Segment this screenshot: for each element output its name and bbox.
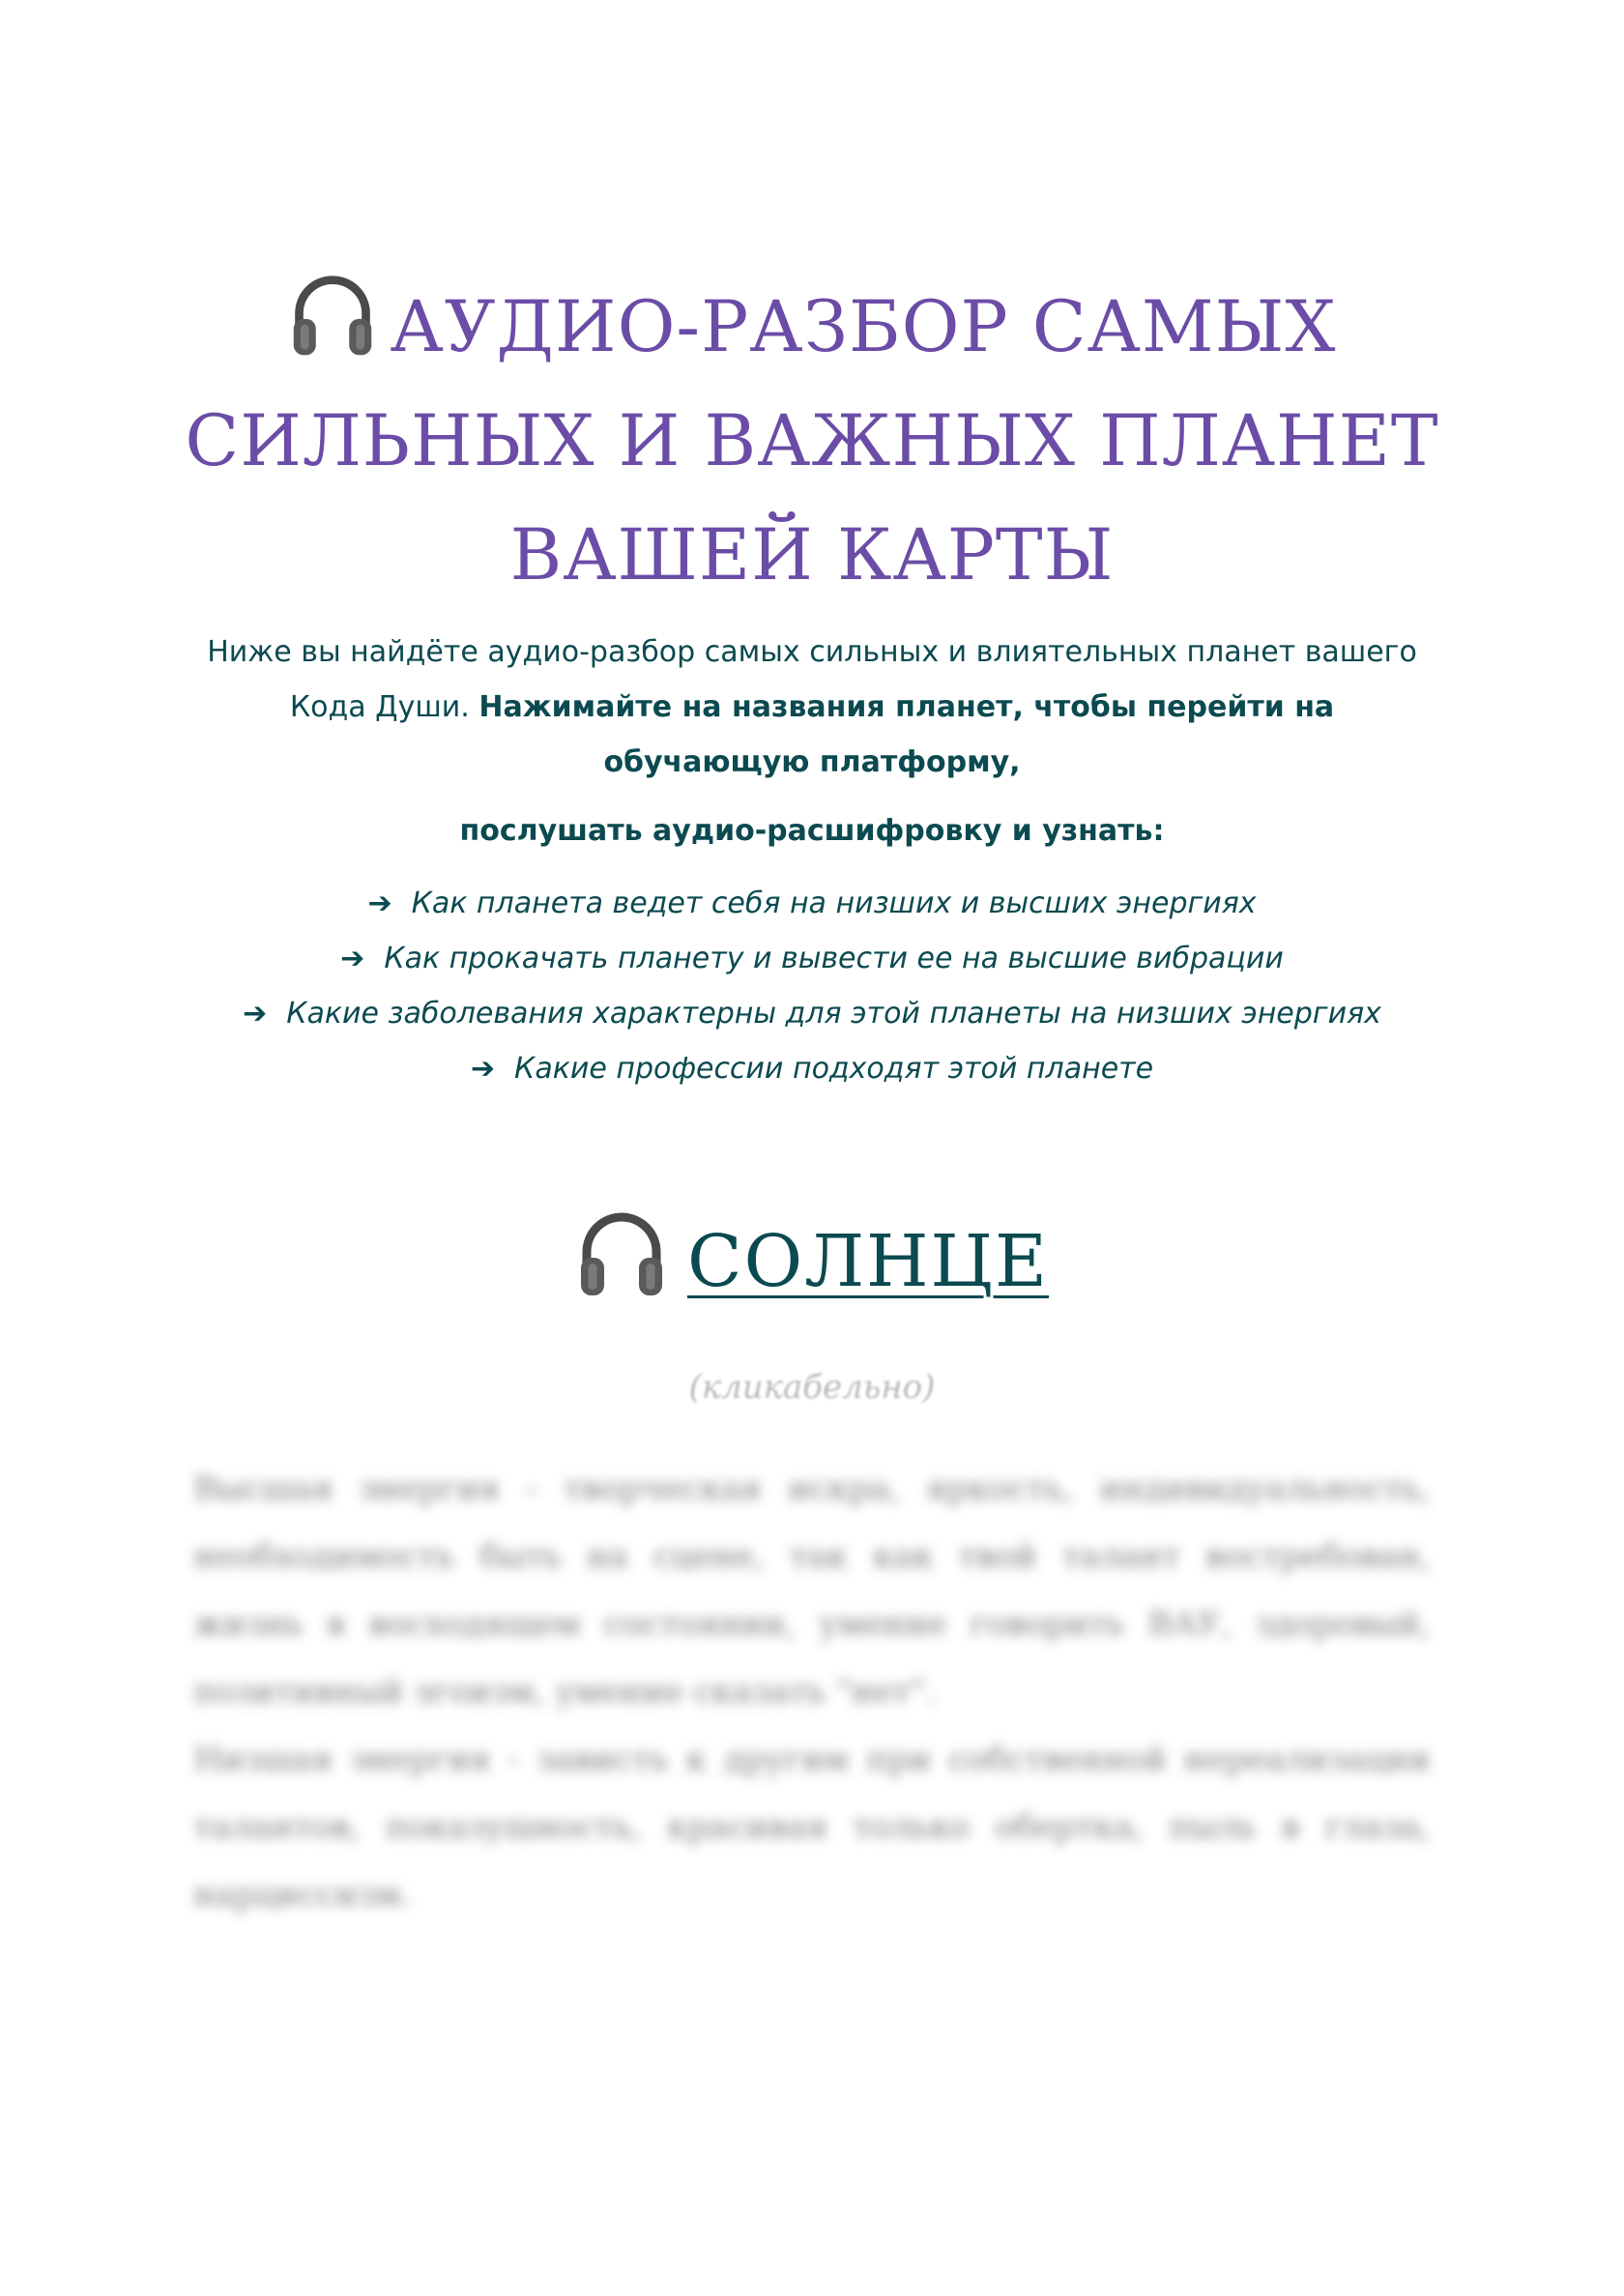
intro-bold-instruction: Нажимайте на названия планет, чтобы перейти на обучающую платформу, [478, 690, 1335, 779]
headphones-icon [575, 1208, 668, 1301]
headphones-icon [288, 272, 377, 361]
list-item-text: Как планета ведет себя на низших и высших энергиях [411, 886, 1257, 920]
planet-heading [0, 1208, 1624, 1303]
page-title-text: АУДИО-РАЗБОР САМЫХ СИЛЬНЫХ И ВАЖНЫХ ПЛАНЕТ ВАШЕЙ КАРТЫ [185, 286, 1439, 596]
intro-paragraph [193, 625, 1431, 790]
topics-list [145, 876, 1479, 1096]
arrow-icon: ➔ [470, 1052, 496, 1086]
arrow-icon: ➔ [243, 997, 268, 1031]
arrow-icon: ➔ [340, 942, 365, 975]
intro-text: Ниже вы найдёте аудио-разбор самых сильных и влиятельных планет вашего Кода Души. [207, 635, 1417, 724]
list-item [145, 1041, 1479, 1096]
list-item-text: Какие профессии подходят этой планете [514, 1052, 1154, 1086]
arrow-icon: ➔ [367, 886, 392, 920]
list-item [145, 876, 1479, 931]
high-energy-text: Высшая энергия - творческая искра, яркость, индивидуальность, необходимость быть на сцене, так как твой талант востребован, жизнь в восходящем состоянии, умение говорить ВАУ, здоровый, позитивный эгоизм, умение сказать "нет". [193, 1469, 1431, 1711]
blurred-description [193, 1455, 1431, 1929]
list-item [145, 931, 1479, 986]
clickable-note: (кликабельно) [688, 1368, 936, 1407]
list-item [145, 986, 1479, 1041]
page-title [145, 271, 1479, 613]
list-item-text: Какие заболевания характерны для этой планеты на низших энергиях [286, 997, 1381, 1031]
planet-link-sun[interactable]: СОЛНЦЕ [686, 1220, 1050, 1303]
list-item-text: Как прокачать планету и вывести ее на высшие вибрации [384, 942, 1284, 975]
low-energy-text: Низшая энергия - зависть к другим при собственной нереализации талантов, показушность, красивая только обертка, пыль в глаза, нарциссизм. [193, 1740, 1431, 1914]
intro-subline: послушать аудио-расшифровку и узнать: [459, 814, 1165, 848]
